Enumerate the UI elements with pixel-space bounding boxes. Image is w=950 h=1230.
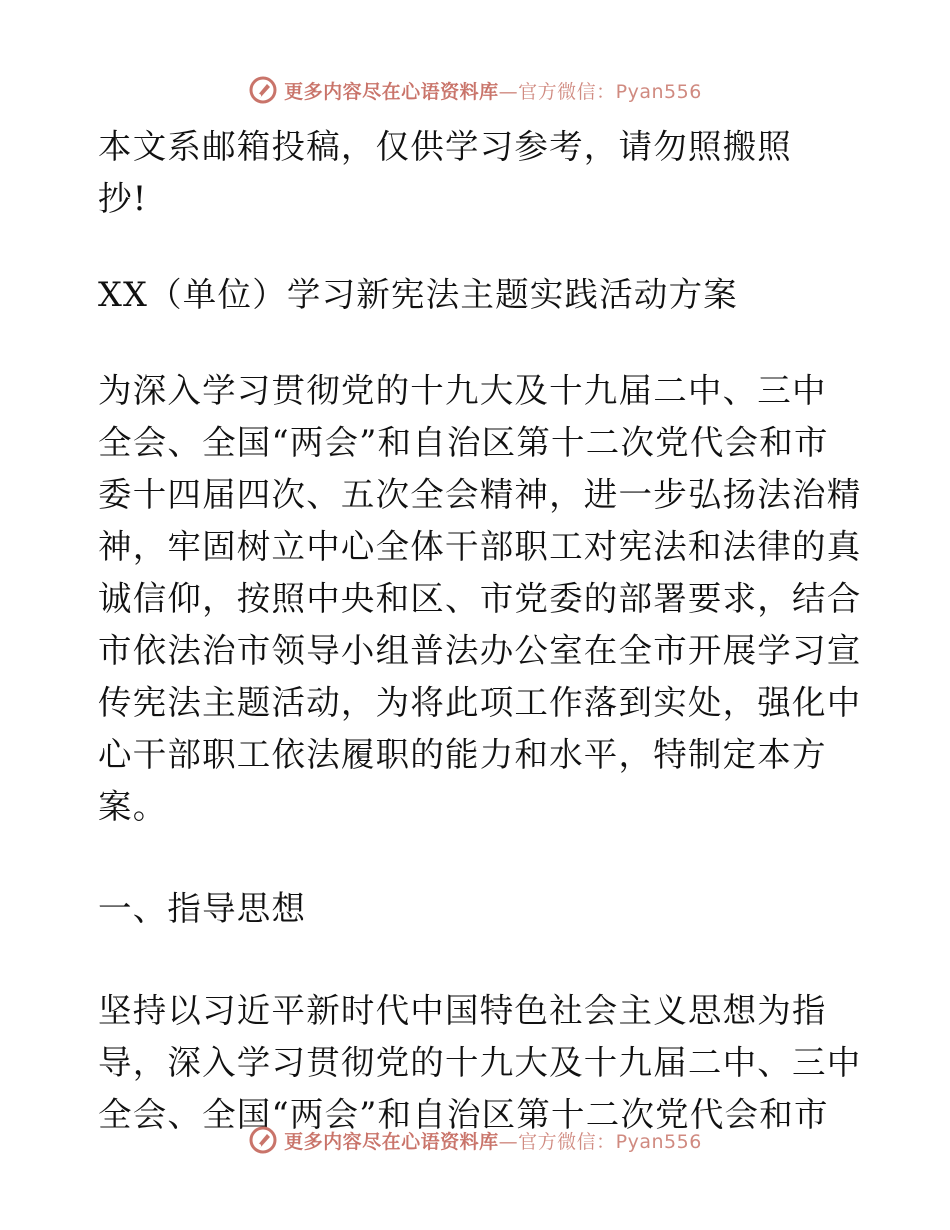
notice-line: 本文系邮箱投稿，仅供学习参考，请勿照搬照: [98, 127, 792, 166]
watermark-text: 更多内容尽在心语资料库—官方微信：Pyan556: [284, 80, 702, 103]
section-heading: 一、指导思想: [98, 889, 307, 928]
intro-line: 诚信仰，按照中央和区、市党委的部署要求，结合: [98, 579, 862, 618]
intro-line: 委十四届四次、五次全会精神，进一步弘扬法治精: [98, 475, 862, 514]
section-line: 全会、全国“两会”和自治区第十二次党代会和市: [98, 1095, 829, 1134]
intro-line: 市依法治市领导小组普法办公室在全市开展学习宣: [98, 631, 862, 670]
section-line: 导，深入学习贯彻党的十九大及十九届二中、三中: [98, 1043, 862, 1082]
intro-line: 全会、全国“两会”和自治区第十二次党代会和市: [98, 423, 829, 462]
intro-line: 案。: [98, 787, 168, 826]
intro-line: 为深入学习贯彻党的十九大及十九届二中、三中: [98, 371, 827, 410]
document-body: [98, 121, 862, 1141]
watermark-text: 更多内容尽在心语资料库—官方微信：Pyan556: [284, 1130, 702, 1153]
document-title: XX（单位）学习新宪法主题实践活动方案: [98, 275, 738, 314]
header-watermark: [0, 70, 950, 110]
section-line: 坚持以习近平新时代中国特色社会主义思想为指: [98, 991, 827, 1030]
intro-line: 传宪法主题活动，为将此项工作落到实处，强化中: [98, 683, 862, 722]
notice-line: 抄!: [98, 179, 148, 218]
pen-nib-circle-icon: [248, 75, 278, 105]
intro-line: 心干部职工依法履职的能力和水平，特制定本方: [98, 735, 827, 774]
pen-nib-circle-icon: [248, 1125, 278, 1155]
intro-line: 神，牢固树立中心全体干部职工对宪法和法律的真: [98, 527, 862, 566]
footer-watermark: [0, 1120, 950, 1160]
